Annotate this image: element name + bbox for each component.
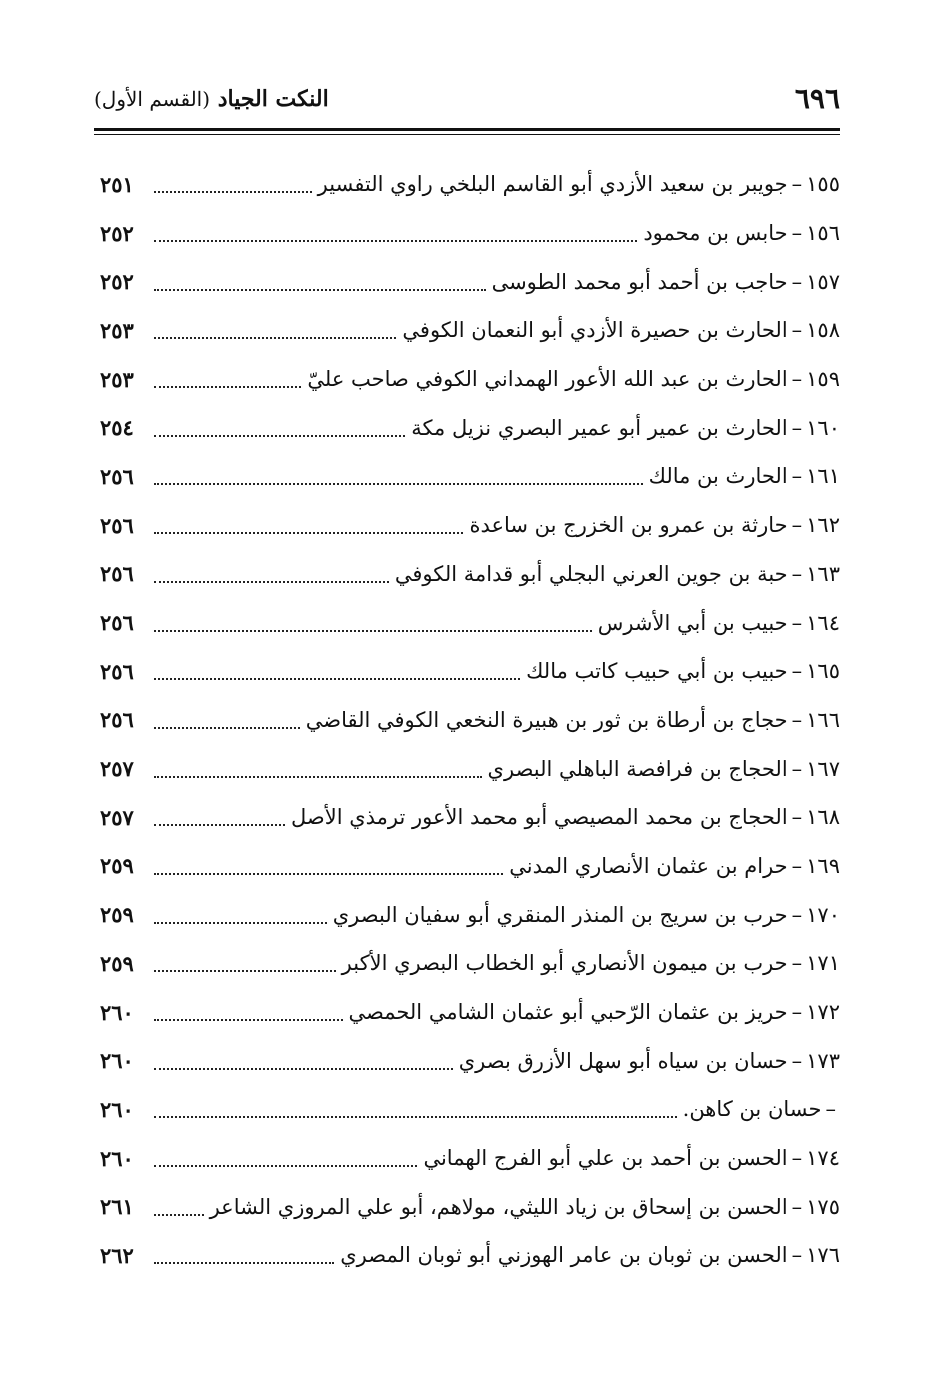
- entry-page-number: ٢٥٩: [100, 902, 134, 928]
- entry-title: الحارث بن حصيرة الأزدي أبو النعمان الكوفي: [402, 318, 788, 343]
- toc-entry: [100, 1085, 840, 1134]
- toc-entry: [100, 257, 840, 306]
- page-number: ٦٩٦: [794, 82, 840, 115]
- entry-dash: –: [791, 1146, 803, 1171]
- dot-leader: [154, 191, 312, 193]
- entry-page-number: ٢٥٣: [100, 317, 134, 343]
- entry-dash: –: [791, 1243, 803, 1268]
- toc-entry: [100, 403, 840, 452]
- entry-number: ١٧١: [806, 951, 840, 976]
- dot-leader: [154, 873, 503, 875]
- toc-entry: [100, 1036, 840, 1085]
- entry-title: الحارث بن عمير أبو عمير البصري نزيل مكة: [411, 415, 788, 440]
- toc-entry-label: [306, 708, 840, 732]
- entry-title: الحارث بن عبد الله الأعور الهمداني الكوفي صاحب عليّ: [307, 367, 788, 392]
- book-title: النكت الجياد: [217, 86, 329, 112]
- dot-leader: [154, 483, 643, 485]
- entry-number: ١٧٥: [806, 1194, 840, 1219]
- entry-page-number: ٢٥٦: [100, 463, 134, 489]
- toc-entry: [100, 1231, 840, 1280]
- toc-entry: [100, 209, 840, 258]
- entry-number: ١٧٠: [806, 902, 840, 927]
- entry-number: ١٦٧: [806, 756, 840, 781]
- entry-page-number: ٢٦٠: [100, 1048, 134, 1074]
- entry-dash: –: [791, 1194, 803, 1219]
- toc-entry-label: [307, 367, 840, 391]
- entry-title: الحارث بن مالك: [648, 464, 788, 489]
- dot-leader: [154, 435, 405, 437]
- entry-page-number: ٢٥٧: [100, 804, 134, 830]
- entry-title: حبيب بن أبي الأشرس: [597, 610, 788, 635]
- toc-entry: [100, 1182, 840, 1231]
- toc-entry: [100, 939, 840, 988]
- book-subtitle: (القسم الأول): [94, 87, 211, 111]
- entry-title: الحجاج بن محمد المصيصي أبو محمد الأعور ترمذي الأصل: [291, 805, 788, 830]
- entry-dash: –: [791, 951, 803, 976]
- toc-entry: [100, 160, 840, 209]
- entry-page-number: ٢٥٦: [100, 610, 134, 636]
- dot-leader: [154, 581, 389, 583]
- entry-number: ١٥٨: [806, 318, 840, 343]
- toc-entry-label: [291, 805, 840, 829]
- entry-page-number: ٢٥٢: [100, 269, 134, 295]
- toc-entry-label: [318, 172, 840, 196]
- entry-title: حبيب بن أبي حبيب كاتب مالك: [526, 659, 788, 684]
- entry-title: حابس بن محمود: [643, 221, 788, 246]
- entry-dash: –: [791, 853, 803, 878]
- toc-entry-label: [683, 1097, 840, 1121]
- entry-page-number: ٢٥٦: [100, 561, 134, 587]
- entry-title: الحجاج بن فرافصة الباهلي البصري: [487, 756, 788, 781]
- entry-title: حرب بن ميمون الأنصاري أبو الخطاب البصري الأكبر: [341, 951, 788, 976]
- toc-entry-label: [210, 1195, 840, 1219]
- entry-page-number: ٢٥٦: [100, 512, 134, 538]
- entry-title: حارثة بن عمرو بن الخزرج بن ساعدة: [469, 513, 788, 538]
- toc-entry: [100, 842, 840, 891]
- entry-number: ١٦٩: [806, 853, 840, 878]
- toc-entry-label: [488, 757, 840, 781]
- toc-entry: [100, 501, 840, 550]
- entry-dash: –: [825, 1097, 836, 1122]
- entry-dash: –: [791, 610, 803, 635]
- toc-entry-label: [395, 562, 840, 586]
- page-header: [94, 78, 840, 122]
- entry-number: ١٧٤: [806, 1146, 840, 1171]
- entry-title: حريز بن عثمان الرّحبي أبو عثمان الشامي الحمصي: [348, 1000, 788, 1025]
- entry-title: حسان بن كاهن.: [682, 1097, 822, 1122]
- toc-entry: [100, 988, 840, 1037]
- dot-leader: [154, 1214, 204, 1216]
- dot-leader: [154, 386, 301, 388]
- toc-entry-label: [402, 318, 840, 342]
- toc-entry: [100, 647, 840, 696]
- entry-page-number: ٢٥٢: [100, 220, 134, 246]
- entry-number: ١٦٨: [806, 805, 840, 830]
- entry-page-number: ٢٥١: [100, 171, 134, 197]
- entry-number: ١٦٦: [806, 707, 840, 732]
- entry-dash: –: [791, 707, 803, 732]
- entry-dash: –: [791, 318, 803, 343]
- toc-entry-label: [492, 270, 840, 294]
- entry-dash: –: [791, 805, 803, 830]
- dot-leader: [154, 727, 300, 729]
- entry-page-number: ٢٦٠: [100, 999, 134, 1025]
- toc-entry: [100, 793, 840, 842]
- entry-title: حبة بن جوين العرني البجلي أبو قدامة الكوفي: [394, 561, 788, 586]
- entry-dash: –: [791, 172, 803, 197]
- entry-number: ١٦١: [806, 464, 840, 489]
- entry-page-number: ٢٥٤: [100, 415, 134, 441]
- header-rule-thin: [94, 134, 840, 135]
- toc-entry-label: [598, 611, 840, 635]
- entry-dash: –: [791, 269, 803, 294]
- entry-dash: –: [791, 221, 803, 246]
- toc-entry-label: [649, 464, 840, 488]
- dot-leader: [154, 824, 285, 826]
- toc-entry: [100, 306, 840, 355]
- dot-leader: [154, 1165, 417, 1167]
- entry-page-number: ٢٦٢: [100, 1242, 134, 1268]
- entry-number: ١٦٥: [806, 659, 840, 684]
- dot-leader: [154, 970, 336, 972]
- entry-page-number: ٢٥٣: [100, 366, 134, 392]
- entry-number: ١٥٥: [806, 172, 840, 197]
- entry-number: ١٥٩: [806, 367, 840, 392]
- toc-entry-label: [643, 221, 840, 245]
- toc-entry: [100, 744, 840, 793]
- entry-page-number: ٢٥٦: [100, 707, 134, 733]
- toc-entry-label: [340, 1243, 840, 1267]
- entry-number: ١٦٣: [806, 561, 840, 586]
- entry-number: ١٦٠: [806, 415, 840, 440]
- entry-page-number: ٢٥٩: [100, 853, 134, 879]
- entry-number: ١٧٢: [806, 1000, 840, 1025]
- toc-entry-label: [459, 1049, 840, 1073]
- toc-entry: [100, 1134, 840, 1183]
- dot-leader: [154, 1262, 334, 1264]
- entry-dash: –: [791, 367, 803, 392]
- entry-number: ١٦٢: [806, 513, 840, 538]
- entry-title: حرام بن عثمان الأنصاري المدني: [509, 853, 788, 878]
- entry-title: الحسن بن أحمد بن علي أبو الفرج الهماني: [423, 1146, 788, 1171]
- dot-leader: [154, 1116, 677, 1118]
- entry-dash: –: [791, 415, 803, 440]
- dot-leader: [154, 1068, 453, 1070]
- entry-dash: –: [791, 659, 803, 684]
- entry-page-number: ٢٦٠: [100, 1145, 134, 1171]
- entry-dash: –: [791, 561, 803, 586]
- toc-entry-label: [509, 854, 840, 878]
- entry-page-number: ٢٥٦: [100, 658, 134, 684]
- entry-dash: –: [791, 756, 803, 781]
- entry-title: حرب بن سريج بن المنذر المنقري أبو سفيان البصري: [332, 902, 788, 927]
- entry-title: حاجب بن أحمد أبو محمد الطوسى: [491, 269, 788, 294]
- dot-leader: [154, 1019, 343, 1021]
- dot-leader: [154, 630, 592, 632]
- table-of-contents: [100, 160, 840, 1280]
- dot-leader: [154, 922, 327, 924]
- entry-page-number: ٢٥٩: [100, 950, 134, 976]
- entry-dash: –: [791, 902, 803, 927]
- entry-number: ١٦٤: [806, 610, 840, 635]
- dot-leader: [154, 776, 482, 778]
- entry-title: جويبر بن سعيد الأزدي أبو القاسم البلخي راوي التفسير: [317, 172, 788, 197]
- entry-number: ١٧٦: [806, 1243, 840, 1268]
- entry-dash: –: [791, 464, 803, 489]
- dot-leader: [154, 240, 637, 242]
- dot-leader: [154, 532, 463, 534]
- toc-entry-label: [333, 903, 840, 927]
- header-rule: [94, 128, 840, 131]
- toc-entry-label: [349, 1000, 841, 1024]
- toc-entry: [100, 890, 840, 939]
- entry-title: حسان بن سياه أبو سهل الأزرق بصري: [458, 1048, 788, 1073]
- toc-entry: [100, 550, 840, 599]
- toc-entry: [100, 598, 840, 647]
- entry-dash: –: [791, 1048, 803, 1073]
- entry-page-number: ٢٦٠: [100, 1096, 134, 1122]
- toc-entry: [100, 452, 840, 501]
- toc-entry-label: [342, 951, 840, 975]
- toc-entry-label: [411, 416, 840, 440]
- entry-page-number: ٢٥٧: [100, 756, 134, 782]
- entry-title: الحسن بن ثوبان بن عامر الهوزني أبو ثوبان المصري: [340, 1243, 788, 1268]
- entry-dash: –: [791, 1000, 803, 1025]
- entry-number: ١٧٣: [806, 1048, 840, 1073]
- dot-leader: [154, 678, 520, 680]
- entry-page-number: ٢٦١: [100, 1194, 134, 1220]
- toc-entry: [100, 696, 840, 745]
- dot-leader: [154, 289, 486, 291]
- dot-leader: [154, 337, 396, 339]
- entry-dash: –: [791, 513, 803, 538]
- entry-number: ١٥٧: [806, 269, 840, 294]
- toc-entry: [100, 355, 840, 404]
- toc-entry-label: [423, 1146, 840, 1170]
- running-title: [94, 86, 329, 112]
- entry-title: الحسن بن إسحاق بن زياد الليثي، مولاهم، أبو علي المروزي الشاعر: [209, 1194, 788, 1219]
- toc-entry-label: [526, 659, 840, 683]
- entry-title: حجاج بن أرطاة بن ثور بن هبيرة النخعي الكوفي القاضي: [305, 707, 788, 732]
- entry-number: ١٥٦: [806, 221, 840, 246]
- toc-entry-label: [469, 513, 840, 537]
